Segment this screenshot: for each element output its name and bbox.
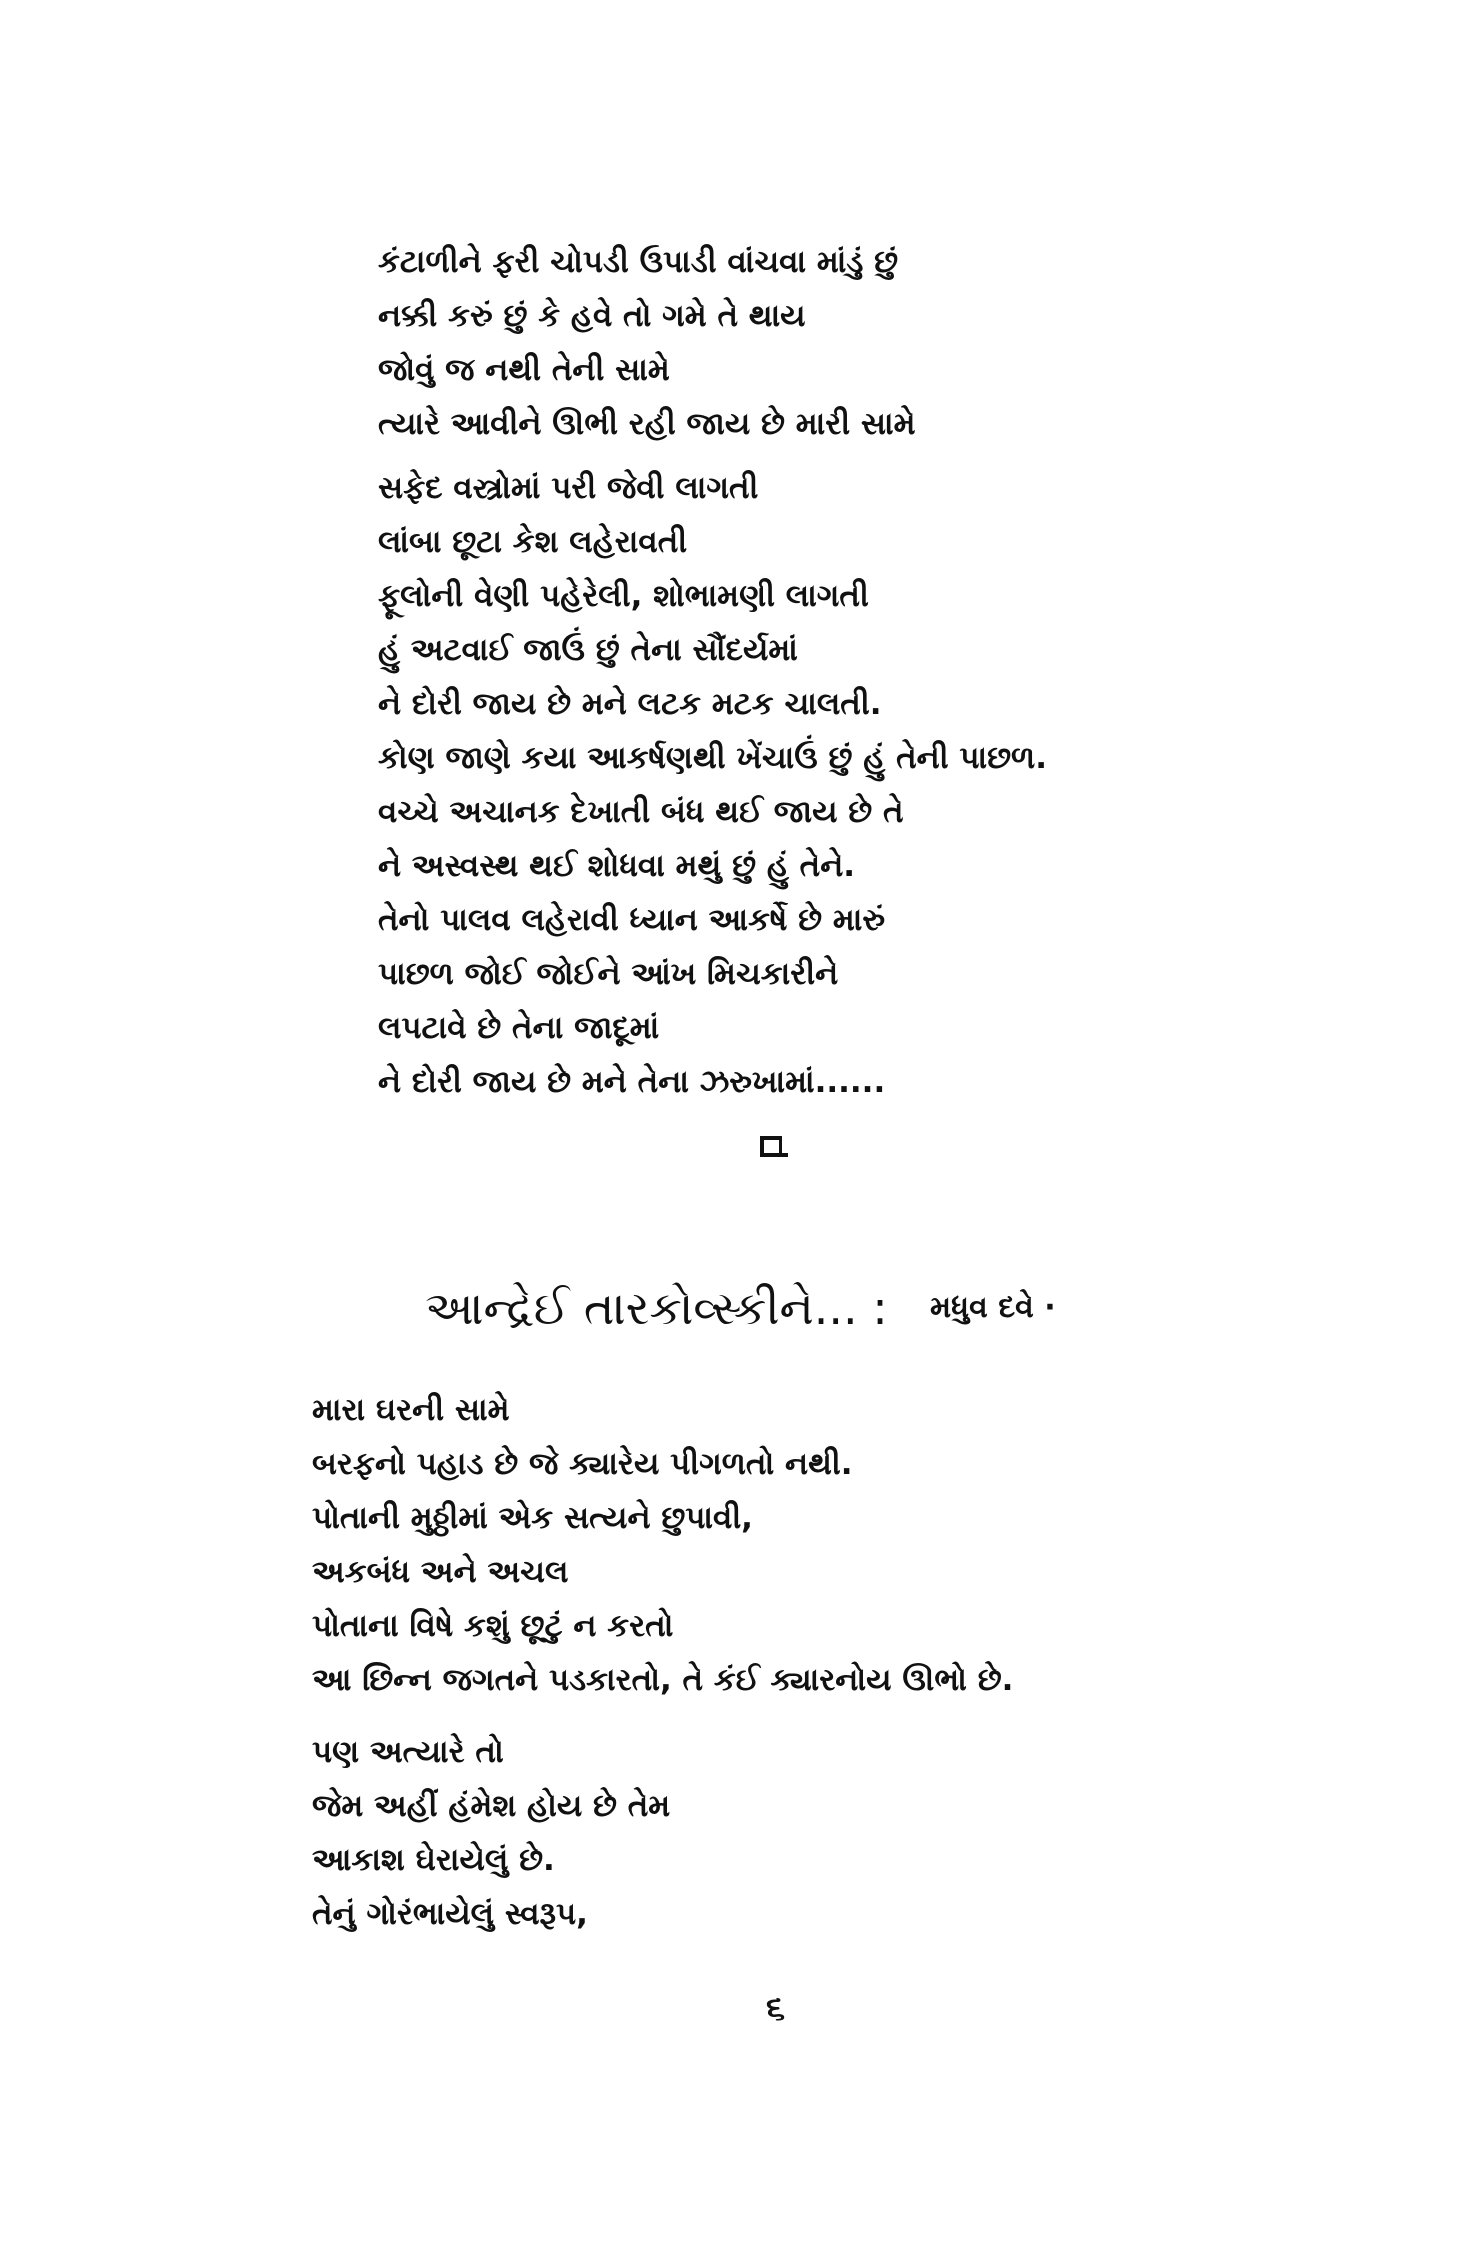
poem-line: જેમ અહીં હંમેશ હોય છે તેમ <box>312 1788 671 1824</box>
poem-line: તેનો પાલવ લહેરાવી ધ્યાન આકર્ષે છે મારું <box>378 902 886 938</box>
poem-line: જોવું જ નથી તેની સામે <box>378 352 670 388</box>
poem-line: પોતાના વિષે કશું છૂટું ન કરતો <box>312 1608 674 1644</box>
poem-line: હું અટવાઈ જાઉં છું તેના સૌંદર્યમાં <box>378 632 798 668</box>
poem-line: કોણ જાણે કયા આકર્ષણથી ખેંચાઉં છું હું તેની પાછળ. <box>378 740 1048 776</box>
poem-line: કંટાળીને ફરી ચોપડી ઉપાડી વાંચવા માંડું છું <box>378 244 899 280</box>
poem-line: નક્કી કરું છું કે હવે તો ગમે તે થાય <box>378 298 806 334</box>
poem-line: આ છિન્ન જગતને પડકારતો, તે કંઈ ક્યારનોય ઊભો છે. <box>312 1662 1014 1698</box>
section-end-mark <box>760 1136 782 1157</box>
poem-line: લાંબા છૂટા કેશ લહેરાવતી <box>378 524 688 560</box>
poem-author: મધુવ દવે · <box>930 1290 1056 1325</box>
poem-line: સફેદ વસ્ત્રોમાં પરી જેવી લાગતી <box>378 470 759 506</box>
poem-line: લપટાવે છે તેના જાદૂમાં <box>378 1010 660 1046</box>
poem-line: ફૂલોની વેણી પહેરેલી, શોભામણી લાગતી <box>378 578 869 614</box>
poem-line: ને અસ્વસ્થ થઈ શોધવા મથું છું હું તેને. <box>378 848 856 884</box>
poem-line: પોતાની મુઠ્ઠીમાં એક સત્યને છુપાવી, <box>312 1500 753 1536</box>
poem-line: મારા ઘરની સામે <box>312 1392 510 1428</box>
poem-line: વચ્ચે અચાનક દેખાતી બંધ થઈ જાય છે તે <box>378 794 904 830</box>
page-number: ૬ <box>766 1988 786 2028</box>
poem-line: ને દોરી જાય છે મને તેના ઝરુખામાં...... <box>378 1064 886 1100</box>
poem-line: ત્યારે આવીને ઊભી રહી જાય છે મારી સામે <box>378 406 916 442</box>
poem-line: તેનું ગોરંભાયેલું સ્વરૂપ, <box>312 1896 588 1932</box>
poem-line: ને દોરી જાય છે મને લટક મટક ચાલતી. <box>378 686 882 722</box>
poem-line: બરફનો પહાડ છે જે ક્યારેય પીગળતો નથી. <box>312 1446 853 1482</box>
poem-line: આકાશ ઘેરાયેલું છે. <box>312 1842 555 1878</box>
poem-title: આન્દ્રેઈ તારકોવ્સ્કીને... : <box>425 1281 888 1335</box>
poem-line: પાછળ જોઈ જોઈને આંખ મિચકારીને <box>378 956 839 992</box>
poem-line: અકબંધ અને અચલ <box>312 1554 569 1590</box>
poem-line: પણ અત્યારે તો <box>312 1734 504 1770</box>
